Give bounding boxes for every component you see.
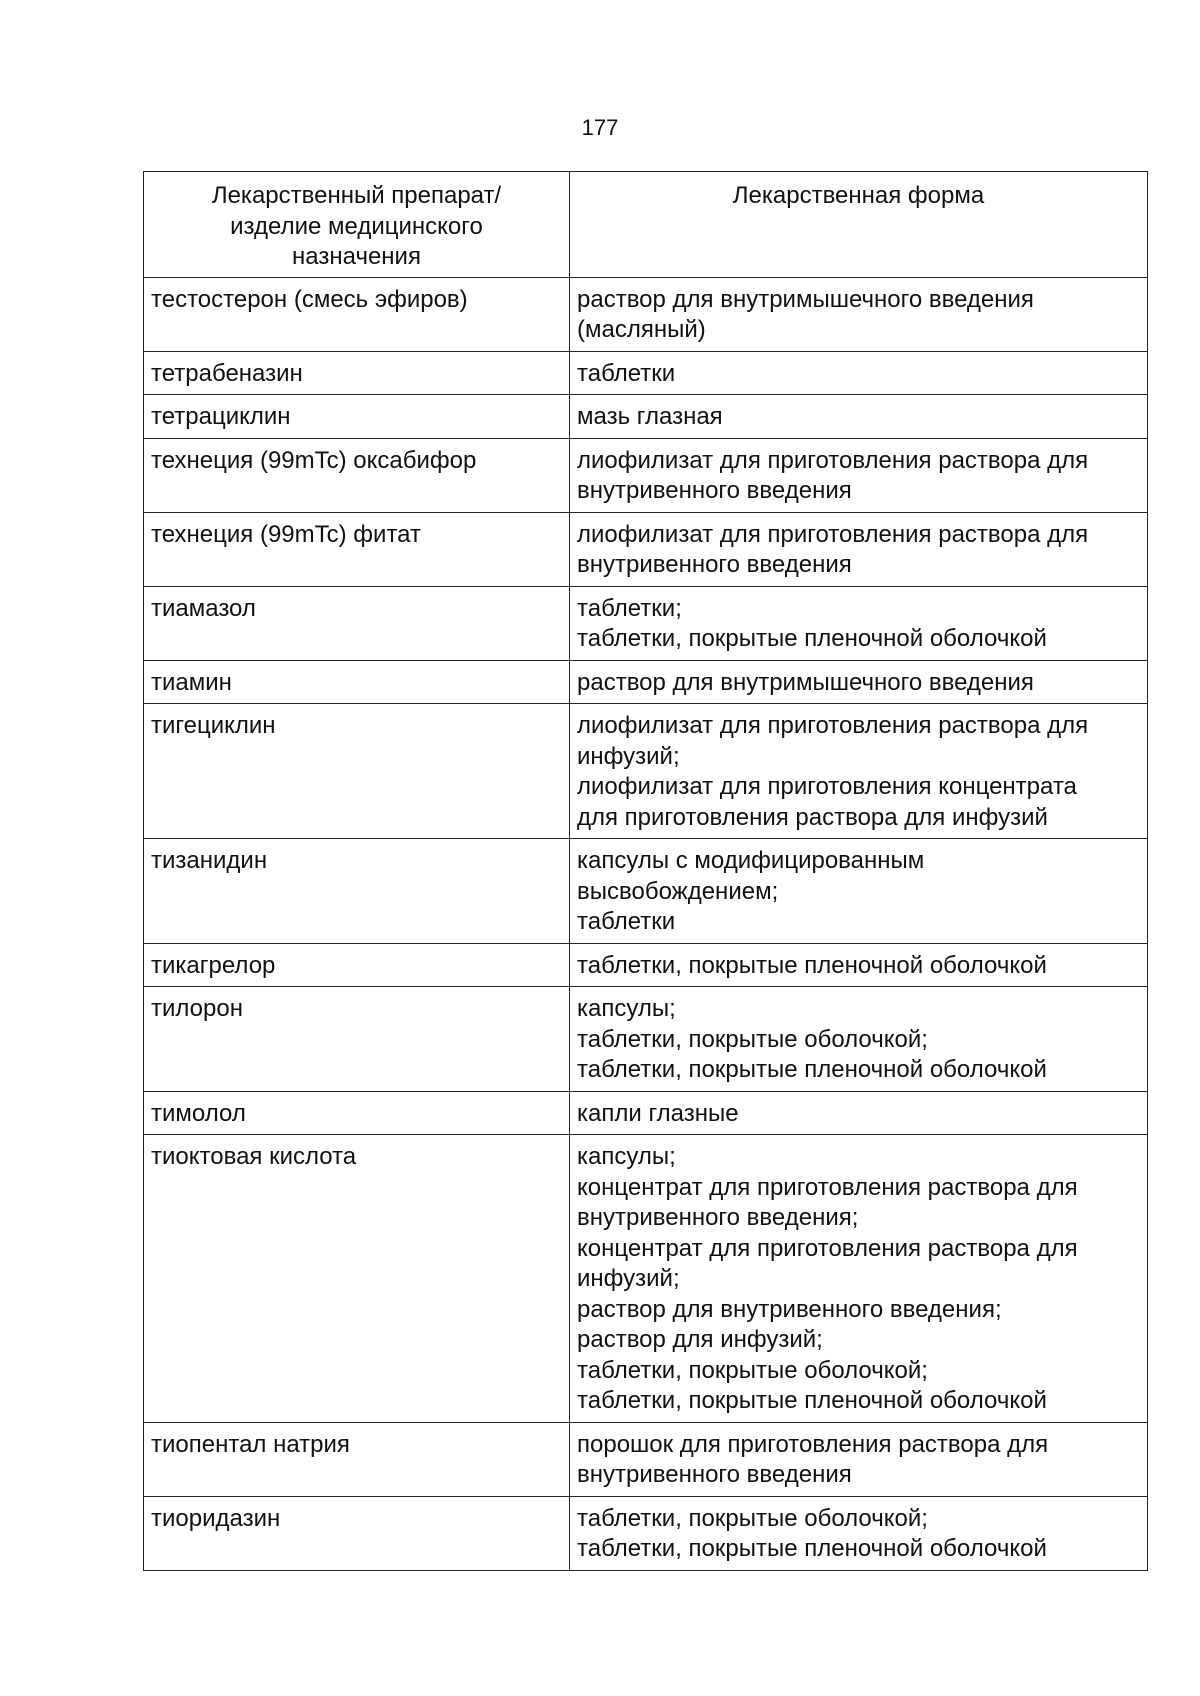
drug-name-cell xyxy=(144,1496,570,1570)
drug-name-cell xyxy=(144,1422,570,1496)
dosage-form-line: концентрат для приготовления раствора для xyxy=(577,1234,1078,1262)
table-row xyxy=(144,395,1148,439)
drug-name-line: тетрабеназин xyxy=(151,359,303,387)
drug-name-cell xyxy=(144,704,570,839)
dosage-form-line: лиофилизат для приготовления концентрата xyxy=(577,773,1077,800)
dosage-form-line: капсулы с модифицированным xyxy=(577,847,925,874)
dosage-form-cell xyxy=(570,1091,1148,1135)
table-row xyxy=(144,351,1148,395)
dosage-form-cell xyxy=(570,704,1148,839)
drug-name-cell xyxy=(144,1091,570,1135)
drug-name-line: тиамин xyxy=(151,668,232,696)
drug-name-line: технеция (99mTc) оксабифор xyxy=(151,446,477,474)
table-row xyxy=(144,438,1148,512)
dosage-form-line: внутривенного введения xyxy=(577,1461,852,1488)
drug-name-line: тиоктовая кислота xyxy=(151,1143,357,1170)
dosage-form-cell xyxy=(570,987,1148,1092)
dosage-form-line: концентрат для приготовления раствора для xyxy=(577,1173,1078,1201)
drug-name-line: тимолол xyxy=(151,1099,246,1127)
drug-name-line: тестостерон (смесь эфиров) xyxy=(151,285,468,313)
dosage-form-line: инфузий; xyxy=(577,742,680,770)
drug-name-line: тилорон xyxy=(151,995,243,1022)
dosage-form-line: капсулы; xyxy=(577,995,676,1022)
table-row xyxy=(144,987,1148,1092)
dosage-form-line: внутривенного введения xyxy=(577,551,852,578)
dosage-form-cell xyxy=(570,1496,1148,1570)
dosage-form-line: таблетки, покрытые оболочкой; xyxy=(577,1025,928,1053)
drug-name-line: тиопентал натрия xyxy=(151,1430,350,1458)
dosage-form-line: мазь глазная xyxy=(577,403,723,430)
dosage-form-line: таблетки, покрытые пленочной оболочкой xyxy=(577,1056,1047,1083)
drug-name-cell xyxy=(144,1135,570,1423)
drug-name-cell xyxy=(144,586,570,660)
table-row xyxy=(144,704,1148,839)
drug-name-cell xyxy=(144,395,570,439)
dosage-form-line: лиофилизат для приготовления раствора для xyxy=(577,520,1089,548)
drug-name-line: тикагрелор xyxy=(151,951,276,979)
dosage-form-line: высвобождением; xyxy=(577,877,779,905)
table-row xyxy=(144,512,1148,586)
dosage-form-cell xyxy=(570,839,1148,944)
dosage-form-cell xyxy=(570,1422,1148,1496)
dosage-form-cell xyxy=(570,351,1148,395)
drug-name-cell xyxy=(144,943,570,987)
dosage-form-line: таблетки, покрытые оболочкой; xyxy=(577,1504,928,1532)
table-row xyxy=(144,943,1148,987)
dosage-form-line: раствор для внутривенного введения; xyxy=(577,1295,1002,1323)
drug-table xyxy=(143,171,1148,1571)
table-row xyxy=(144,660,1148,704)
dosage-form-cell xyxy=(570,512,1148,586)
drug-name-line: тетрациклин xyxy=(151,403,291,430)
dosage-form-cell xyxy=(570,1135,1148,1423)
dosage-form-line: лиофилизат для приготовления раствора для xyxy=(577,446,1089,474)
header-drug-name: Лекарственный препарат/ изделие медицинского назначения xyxy=(144,172,570,278)
table-row xyxy=(144,839,1148,944)
header-dosage-form: Лекарственная форма xyxy=(570,172,1148,278)
drug-name-cell xyxy=(144,438,570,512)
dosage-form-cell xyxy=(570,277,1148,351)
dosage-form-cell xyxy=(570,586,1148,660)
drug-name-line: тиоридазин xyxy=(151,1504,281,1532)
dosage-form-line: (масляный) xyxy=(577,316,706,343)
dosage-form-line: раствор для внутримышечного введения xyxy=(577,668,1034,696)
table-row xyxy=(144,586,1148,660)
dosage-form-line: таблетки xyxy=(577,359,676,387)
drug-name-cell xyxy=(144,277,570,351)
dosage-form-line: внутривенного введения; xyxy=(577,1204,859,1231)
dosage-form-line: внутривенного введения xyxy=(577,477,852,504)
table-row xyxy=(144,277,1148,351)
drug-name-cell xyxy=(144,987,570,1092)
table-row xyxy=(144,1135,1148,1423)
drug-name-line: технеция (99mTc) фитат xyxy=(151,520,421,548)
dosage-form-line: для приготовления раствора для инфузий xyxy=(577,803,1048,831)
dosage-form-line: лиофилизат для приготовления раствора для xyxy=(577,712,1089,739)
dosage-form-cell xyxy=(570,660,1148,704)
page-number: 177 xyxy=(581,115,619,140)
dosage-form-line: таблетки, покрытые пленочной оболочкой xyxy=(577,1387,1047,1414)
dosage-form-line: таблетки, покрытые пленочной оболочкой xyxy=(577,1535,1047,1562)
drug-name-line: тизанидин xyxy=(151,847,268,874)
dosage-form-line: таблетки, покрытые пленочной оболочкой xyxy=(577,951,1047,979)
dosage-form-line: порошок для приготовления раствора для xyxy=(577,1430,1049,1458)
table-row xyxy=(144,1422,1148,1496)
dosage-form-line: капсулы; xyxy=(577,1143,676,1170)
dosage-form-line: таблетки; xyxy=(577,594,682,622)
drug-name-cell xyxy=(144,660,570,704)
drug-name-line: тигециклин xyxy=(151,712,276,739)
drug-name-cell xyxy=(144,839,570,944)
dosage-form-line: таблетки xyxy=(577,908,676,935)
table-row xyxy=(144,1496,1148,1570)
drug-name-cell xyxy=(144,512,570,586)
dosage-form-line: капли глазные xyxy=(577,1099,739,1127)
dosage-form-cell xyxy=(570,438,1148,512)
dosage-form-cell xyxy=(570,943,1148,987)
table-row xyxy=(144,1091,1148,1135)
table-body xyxy=(144,277,1148,1570)
drug-name-cell xyxy=(144,351,570,395)
dosage-form-line: раствор для внутримышечного введения xyxy=(577,285,1034,313)
dosage-form-cell xyxy=(570,395,1148,439)
drug-name-line: тиамазол xyxy=(151,594,256,622)
dosage-form-line: таблетки, покрытые пленочной оболочкой xyxy=(577,625,1047,652)
dosage-form-line: раствор для инфузий; xyxy=(577,1326,823,1353)
dosage-form-line: инфузий; xyxy=(577,1265,680,1292)
dosage-form-line: таблетки, покрытые оболочкой; xyxy=(577,1356,928,1384)
table-header-row xyxy=(144,172,1148,278)
